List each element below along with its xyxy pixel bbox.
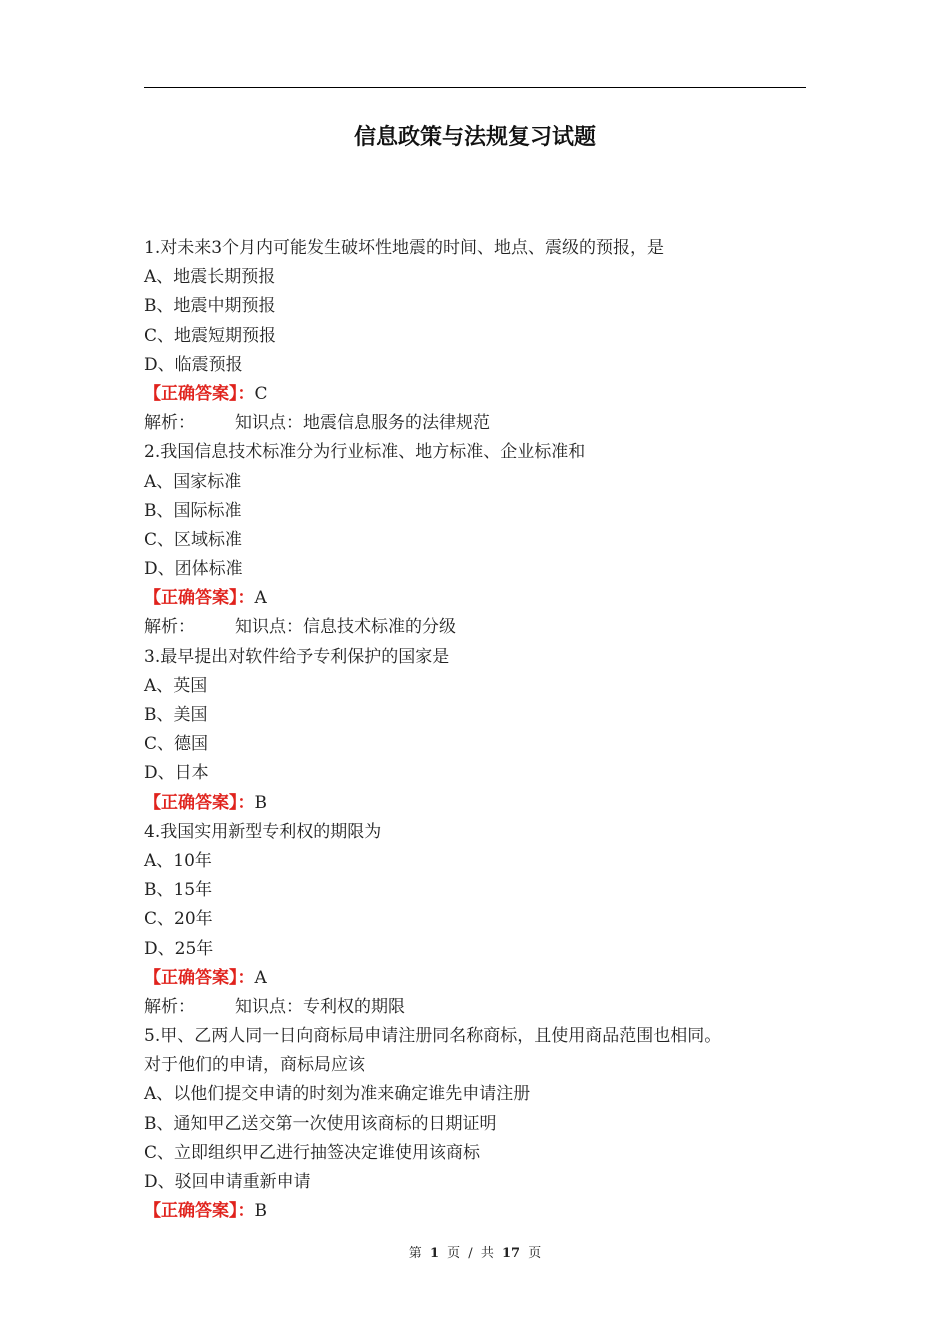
correct-answer-label: 【正确答案】： xyxy=(144,967,255,988)
answer-option: B、国际标准 xyxy=(144,500,242,521)
question-stem: 3.最早提出对软件给予专利保护的国家是 xyxy=(144,646,450,667)
analysis-text: 知识点：信息技术标准的分级 xyxy=(235,617,456,638)
analysis-label: 解析： xyxy=(144,996,195,1017)
analysis-text: 知识点：地震信息服务的法律规范 xyxy=(235,413,490,434)
correct-answer xyxy=(144,584,806,613)
answer-option: D、驳回申请重新申请 xyxy=(144,1172,311,1192)
correct-answer-value: B xyxy=(254,1201,267,1222)
correct-answer-value: A xyxy=(254,967,267,988)
correct-answer xyxy=(144,789,806,818)
answer-option: A、国家标准 xyxy=(144,471,242,492)
answer-option: D、日本 xyxy=(144,763,209,784)
answer-option: C、地震短期预报 xyxy=(144,325,277,346)
header-rule xyxy=(144,87,806,88)
footer-total-prefix: 共 xyxy=(480,1246,494,1261)
answer-option: D、团体标准 xyxy=(144,559,243,580)
footer-total-unit: 页 xyxy=(528,1246,542,1261)
answer-option: C、德国 xyxy=(144,734,209,755)
correct-answer-label: 【正确答案】： xyxy=(144,383,255,404)
footer-page-unit: 页 xyxy=(447,1246,461,1261)
answer-option: C、20年 xyxy=(144,909,213,930)
analysis-label: 解析： xyxy=(144,413,195,434)
question-block xyxy=(144,1022,806,1226)
answer-option: C、区域标准 xyxy=(144,529,243,550)
answer-option: B、15年 xyxy=(144,880,213,901)
answer-option: A、英国 xyxy=(144,675,208,696)
correct-answer-value: C xyxy=(254,383,268,404)
question-block xyxy=(144,234,806,438)
answer-option: A、以他们提交申请的时刻为准来确定谁先申请注册 xyxy=(144,1084,531,1105)
analysis-label: 解析： xyxy=(144,617,195,638)
question-list xyxy=(144,234,806,1226)
correct-answer xyxy=(144,964,806,993)
correct-answer-label: 【正确答案】： xyxy=(144,588,255,609)
question-stem: 5.甲、乙两人同一日向商标局申请注册同名称商标，且使用商品范围也相同。 xyxy=(144,1026,722,1047)
answer-option: A、10年 xyxy=(144,850,212,871)
question-block xyxy=(144,438,806,642)
footer-separator: / xyxy=(468,1246,473,1261)
question-stem: 对于他们的申请，商标局应该 xyxy=(144,1055,365,1076)
correct-answer xyxy=(144,1197,806,1226)
correct-answer-label: 【正确答案】： xyxy=(144,1201,255,1222)
question-stem: 2.我国信息技术标准分为行业标准、地方标准、企业标准和 xyxy=(144,442,586,463)
footer-total-pages: 17 xyxy=(501,1246,521,1261)
question-stem: 1.对未来3个月内可能发生破坏性地震的时间、地点、震级的预报，是 xyxy=(144,238,665,258)
question-block xyxy=(144,818,806,1022)
analysis-text: 知识点：专利权的期限 xyxy=(235,996,405,1017)
answer-option: B、通知甲乙送交第一次使用该商标的日期证明 xyxy=(144,1113,497,1134)
analysis xyxy=(144,409,806,438)
analysis xyxy=(144,993,806,1022)
page-title: 信息政策与法规复习试题 xyxy=(353,125,596,150)
question-stem: 4.我国实用新型专利权的期限为 xyxy=(144,821,382,842)
footer-page-number: 1 xyxy=(429,1246,439,1261)
analysis xyxy=(144,613,806,642)
correct-answer xyxy=(144,380,806,409)
correct-answer-label: 【正确答案】： xyxy=(144,792,255,813)
answer-option: A、地震长期预报 xyxy=(144,267,276,288)
answer-option: D、临震预报 xyxy=(144,354,243,375)
page-footer xyxy=(0,1244,950,1264)
answer-option: B、美国 xyxy=(144,705,208,725)
answer-option: C、立即组织甲乙进行抽签决定谁使用该商标 xyxy=(144,1142,481,1163)
correct-answer-value: A xyxy=(254,588,267,609)
answer-option: B、地震中期预报 xyxy=(144,296,276,317)
correct-answer-value: B xyxy=(254,792,267,813)
answer-option: D、25年 xyxy=(144,938,214,959)
question-block xyxy=(144,643,806,818)
footer-prefix: 第 xyxy=(408,1246,422,1261)
